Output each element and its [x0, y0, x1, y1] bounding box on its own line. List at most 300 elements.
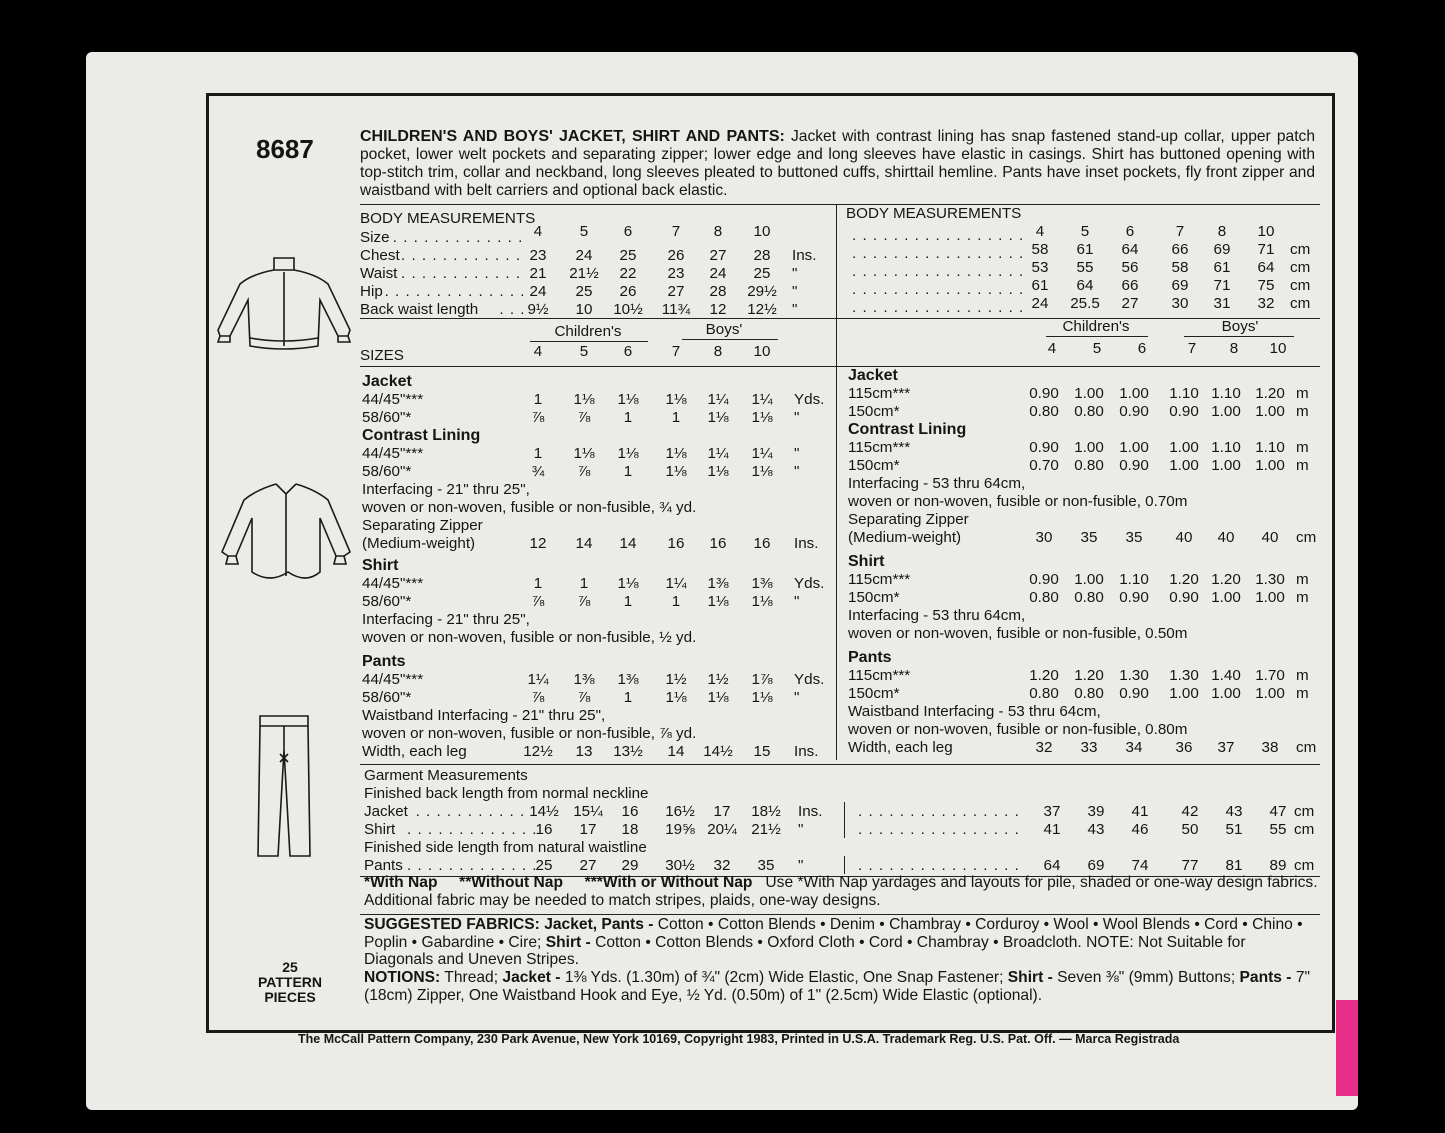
yardage-value: 1¼ [707, 445, 729, 462]
yardage-value: 1.30 [1119, 667, 1149, 684]
yardage-value: 1.10 [1211, 385, 1241, 402]
body-cm-value: 64 [1257, 259, 1275, 276]
body-value: 25 [619, 247, 637, 264]
body-cm-dots: . . . . . . . . . . . . . . . . . [852, 245, 1025, 262]
pattern-number: 8687 [256, 134, 314, 164]
garment-value: 17 [713, 803, 731, 820]
children-group-label: Children's [554, 323, 622, 340]
yardage-value: 1⅛ [665, 445, 687, 462]
body-value: 11¾ [661, 301, 691, 318]
nap-with: *With Nap [364, 874, 438, 891]
notions-jacket-label: Jacket - [502, 969, 561, 986]
shirt-sketch [216, 476, 356, 584]
yardage-value: 1⅛ [707, 463, 729, 480]
garment-cm-value: 50 [1181, 821, 1199, 838]
garment-dots: . . . . . . . . . . . . . [407, 857, 538, 874]
garment-cm-value: 42 [1181, 803, 1199, 820]
garment-dots: . . . . . . . . . . . [415, 803, 526, 820]
yardage-label: 115cm*** [848, 571, 911, 588]
body-cm-value: 58 [1031, 241, 1049, 258]
yardage-value: 1.40 [1211, 667, 1241, 684]
yardage-value: 1.00 [1211, 403, 1241, 420]
yardage-value: ⅞ [577, 409, 591, 426]
notions-pants-text: 7" (18cm) Zipper, One Waistband Hook and Eye, ½ Yd. (0.50m) of 1" (2.5cm) Wide Elastic (optional). [364, 969, 1311, 1004]
yardage-value: 12 [529, 535, 547, 552]
garment-cm-value: 89 [1269, 857, 1287, 874]
fabrics-text: Cotton • Cotton Blends • Denim • Chambray • Corduroy • Wool • Wool Blends • Cord • Chino • Poplin • Gabardine • Cire; [364, 916, 1303, 951]
garment-cm-value: 43 [1225, 803, 1243, 820]
yardage-value: 1 [623, 689, 633, 706]
body-value: 24 [529, 283, 547, 300]
body-cm-value: 61 [1076, 241, 1094, 258]
yardage-unit: m [1296, 589, 1309, 606]
garment-label: Pants [364, 857, 403, 874]
yardage-unit: " [794, 445, 800, 462]
yardage-value: 1.00 [1211, 685, 1241, 702]
yardage-value: 36 [1175, 739, 1193, 756]
yardage-value: 0.90 [1029, 571, 1059, 588]
size-header: 5 [579, 343, 589, 360]
body-value: 26 [619, 283, 637, 300]
yardage-value: 14 [619, 535, 637, 552]
body-value: 22 [619, 265, 637, 282]
body-value: 25 [575, 283, 593, 300]
garment-cm-dots: . . . . . . . . . . . . . . . . [858, 803, 1020, 820]
yardage-value: 0.90 [1029, 385, 1059, 402]
body-cm-dots: . . . . . . . . . . . . . . . . . [852, 299, 1025, 316]
yardage-value: 14 [667, 743, 685, 760]
column-divider [836, 204, 837, 760]
body-cm-value: 53 [1031, 259, 1049, 276]
yardage-unit: " [794, 689, 800, 706]
yardage-value: 40 [1175, 529, 1193, 546]
yardage-value: 1⅜ [751, 575, 773, 592]
garment-value: 18½ [751, 803, 781, 820]
yardage-unit: Yds. [794, 391, 825, 408]
yardage-label: 150cm* [848, 403, 900, 420]
yardage-value: 1.00 [1169, 457, 1199, 474]
yardage-value: 1.20 [1211, 571, 1241, 588]
nap-either: ***With or Without Nap [584, 874, 753, 891]
yardage-value: 0.80 [1029, 685, 1059, 702]
body-cm-dots: . . . . . . . . . . . . . . . . . [852, 227, 1025, 244]
garment-unit: " [798, 857, 804, 874]
yardage-value: 38 [1261, 739, 1279, 756]
yardage-label: 115cm*** [848, 385, 911, 402]
yardage-value: 1 [671, 593, 681, 610]
garment-cm-value: 41 [1131, 803, 1149, 820]
body-row-dots: . . . . . . . . . . . . [401, 265, 522, 282]
yardage-unit: m [1296, 385, 1309, 402]
yardage-value: 33 [1080, 739, 1098, 756]
garment-value: 21½ [751, 821, 781, 838]
body-value: 12 [709, 301, 727, 318]
yardage-value: 1 [533, 445, 543, 462]
body-cm-value: 71 [1257, 241, 1275, 258]
yardage-value: 1.00 [1255, 457, 1285, 474]
section-heading: Jacket [848, 367, 898, 384]
garment-cm-dots: . . . . . . . . . . . . . . . . [858, 857, 1020, 874]
body-row-label: Back waist length [360, 301, 479, 318]
body-unit: " [792, 265, 798, 282]
yardage-unit: m [1296, 457, 1309, 474]
yardage-label: 44/45"*** [362, 671, 424, 688]
yardage-value: 16 [709, 535, 727, 552]
yardage-label: 150cm* [848, 589, 900, 606]
body-value: 24 [709, 265, 727, 282]
body-cm-value: 10 [1257, 223, 1275, 240]
size-header-cm: 8 [1229, 340, 1239, 357]
yardage-note: Interfacing - 53 thru 64cm, [848, 475, 1026, 492]
body-unit: Ins. [792, 247, 817, 264]
garment-value: 16 [621, 803, 639, 820]
garment-value: 35 [757, 857, 775, 874]
section-heading: Pants [362, 653, 406, 670]
rule-fabrics [360, 914, 1320, 915]
yardage-unit: cm [1296, 529, 1317, 546]
body-value: 6 [623, 223, 633, 240]
garment-cm-value: 37 [1043, 803, 1061, 820]
body-value: 10 [575, 301, 593, 318]
yardage-label: 115cm*** [848, 439, 911, 456]
yardage-value: 1.00 [1255, 685, 1285, 702]
pieces-label-2: PIECES [264, 989, 316, 1005]
yardage-value: 13½ [613, 743, 643, 760]
yardage-value: ⅞ [577, 689, 591, 706]
yardage-label: 44/45"*** [362, 445, 424, 462]
yardage-note: woven or non-woven, fusible or non-fusible, ⅞ yd. [362, 725, 697, 742]
body-cm-value: 30 [1171, 295, 1189, 312]
body-cm-value: 69 [1171, 277, 1189, 294]
body-value: 24 [575, 247, 593, 264]
body-row-label: Size [360, 229, 390, 246]
size-header: 7 [671, 343, 681, 360]
yardage-note: Separating Zipper [362, 517, 483, 534]
pink-edge-strip [1336, 1000, 1358, 1096]
yardage-label: Width, each leg [848, 739, 953, 756]
yardage-value: 1.00 [1119, 385, 1149, 402]
garment-value: 16½ [665, 803, 695, 820]
yardage-value: 1⅛ [751, 409, 773, 426]
body-value: 23 [529, 247, 547, 264]
yardage-label: 150cm* [848, 685, 900, 702]
garment-cm-value: 43 [1087, 821, 1105, 838]
garment-cm-dots: . . . . . . . . . . . . . . . . [858, 821, 1020, 838]
body-value: 9½ [527, 301, 549, 318]
body-cm-value: 75 [1257, 277, 1275, 294]
yardage-value: 1.00 [1211, 589, 1241, 606]
garment-cm-value: 69 [1087, 857, 1105, 874]
notions-pants-label: Pants - [1239, 969, 1292, 986]
size-header: 4 [533, 343, 543, 360]
garment-cm-unit: cm [1294, 803, 1315, 820]
yardage-value: 0.90 [1169, 589, 1199, 606]
yardage-value: 1½ [707, 671, 729, 688]
yardage-value: 1¼ [665, 575, 687, 592]
yardage-label: Width, each leg [362, 743, 467, 760]
yardage-label: (Medium-weight) [362, 535, 476, 552]
fabrics-label: SUGGESTED FABRICS: Jacket, Pants - [364, 916, 654, 933]
yardage-value: 1⅛ [573, 445, 595, 462]
yardage-unit: Yds. [794, 575, 825, 592]
garment-unit: " [798, 821, 804, 838]
garment-cm-value: 74 [1131, 857, 1149, 874]
yardage-value: ⅞ [531, 409, 545, 426]
group-underline [1046, 336, 1148, 337]
size-header-cm: 10 [1269, 340, 1287, 357]
yardage-unit: Yds. [794, 671, 825, 688]
yardage-value: 0.90 [1119, 589, 1149, 606]
yardage-value: 30 [1035, 529, 1053, 546]
description-title: CHILDREN'S AND BOYS' JACKET, SHIRT AND PANTS: [360, 128, 785, 145]
body-cm-unit: cm [1290, 295, 1311, 312]
section-heading: Contrast Lining [362, 427, 481, 444]
garment-value: 30½ [665, 857, 695, 874]
yardage-label: 115cm*** [848, 667, 911, 684]
body-cm-value: 69 [1213, 241, 1231, 258]
garment-value: 25 [535, 857, 553, 874]
body-row-label: Chest [360, 247, 400, 264]
fabrics-shirt-label: Shirt - [545, 933, 591, 951]
garment-value: 14½ [529, 803, 559, 820]
rule-yardage [360, 366, 1320, 367]
yardage-unit: m [1296, 667, 1309, 684]
yardage-unit: " [794, 463, 800, 480]
body-cm-unit: cm [1290, 241, 1311, 258]
yardage-value: 1⅛ [573, 391, 595, 408]
yardage-value: 1⅛ [665, 689, 687, 706]
garment-cm-value: 77 [1181, 857, 1199, 874]
yardage-unit: " [794, 409, 800, 426]
yardage-value: ¾ [531, 463, 545, 480]
yardage-value: 1⅛ [617, 445, 639, 462]
body-row-label: Hip [360, 283, 383, 300]
body-value: 25 [753, 265, 771, 282]
yardage-value: 1.30 [1255, 571, 1285, 588]
garment-value: 17 [579, 821, 597, 838]
yardage-value: 14½ [703, 743, 733, 760]
garment-value: 29 [621, 857, 639, 874]
children-group-label-cm: Children's [1062, 318, 1130, 335]
yardage-label: 58/60"* [362, 593, 412, 610]
pieces-label-1: PATTERN [257, 974, 323, 990]
yardage-value: 0.90 [1119, 457, 1149, 474]
body-cm-value: 25.5 [1070, 295, 1100, 312]
yardage-value: 1 [623, 409, 633, 426]
yardage-value: 35 [1125, 529, 1143, 546]
notions-label: NOTIONS: [364, 969, 441, 986]
garment-cm-unit: cm [1294, 857, 1315, 874]
yardage-value: 1.00 [1074, 571, 1104, 588]
yardage-value: 0.80 [1074, 457, 1104, 474]
section-heading: Shirt [362, 557, 399, 574]
yardage-value: 12½ [523, 743, 553, 760]
body-cm-value: 61 [1031, 277, 1049, 294]
yardage-unit: cm [1296, 739, 1317, 756]
body-cm-value: 5 [1080, 223, 1090, 240]
garment-unit: Ins. [798, 803, 823, 820]
body-value: 10½ [613, 301, 643, 318]
body-value: 10 [753, 223, 771, 240]
yardage-value: 1.00 [1119, 439, 1149, 456]
yardage-unit: m [1296, 571, 1309, 588]
yardage-unit: m [1296, 685, 1309, 702]
yardage-note: Interfacing - 53 thru 64cm, [848, 607, 1026, 624]
body-value: 29½ [747, 283, 777, 300]
boys-group-label-cm: Boys' [1221, 318, 1259, 335]
yardage-unit: m [1296, 439, 1309, 456]
yardage-value: 1.20 [1029, 667, 1059, 684]
body-value: 5 [579, 223, 589, 240]
yardage-value: 1¼ [707, 391, 729, 408]
garment-cm-value: 51 [1225, 821, 1243, 838]
section-heading: Pants [848, 649, 892, 666]
garment-cm-value: 41 [1043, 821, 1061, 838]
body-cm-value: 8 [1217, 223, 1227, 240]
body-row-label: Waist [360, 265, 398, 282]
yardage-note: Interfacing - 21" thru 25", [362, 481, 530, 498]
size-header-cm: 5 [1092, 340, 1102, 357]
body-value: 26 [667, 247, 685, 264]
body-cm-value: 55 [1076, 259, 1094, 276]
pants-sketch [252, 710, 316, 862]
yardage-value: 0.90 [1169, 403, 1199, 420]
size-header: 10 [753, 343, 771, 360]
body-cm-value: 71 [1213, 277, 1231, 294]
sizes-label: SIZES [360, 347, 404, 364]
body-value: 12½ [747, 301, 777, 318]
body-value: 4 [533, 223, 543, 240]
yardage-label: 44/45"*** [362, 575, 424, 592]
body-cm-value: 31 [1213, 295, 1231, 312]
garment-value: 15¼ [573, 803, 603, 820]
yardage-value: 1⅞ [751, 671, 773, 688]
yardage-value: 1.00 [1074, 385, 1104, 402]
body-value: 21½ [569, 265, 599, 282]
yardage-value: 1⅜ [707, 575, 729, 592]
yardage-value: 13 [575, 743, 593, 760]
pieces-number: 25 [282, 959, 298, 975]
yardage-value: 1.70 [1255, 667, 1285, 684]
yardage-label: 58/60"* [362, 463, 412, 480]
rule-garment [360, 764, 1320, 765]
yardage-value: 0.90 [1119, 685, 1149, 702]
garment-subheading: Finished back length from normal neckline [364, 785, 649, 802]
section-heading: Shirt [848, 553, 885, 570]
garment-cm-value: 64 [1043, 857, 1061, 874]
yardage-value: 1.20 [1255, 385, 1285, 402]
garment-cm-unit: cm [1294, 821, 1315, 838]
garment-value: 27 [579, 857, 597, 874]
yardage-value: 1.00 [1255, 403, 1285, 420]
jacket-sketch [212, 250, 356, 362]
yardage-value: 1½ [665, 671, 687, 688]
body-row-dots: . . . [499, 301, 526, 318]
garment-description [360, 128, 1315, 200]
garment-cm-value: 81 [1225, 857, 1243, 874]
size-header-cm: 6 [1137, 340, 1147, 357]
body-cm-value: 24 [1031, 295, 1049, 312]
body-cm-dots: . . . . . . . . . . . . . . . . . [852, 281, 1025, 298]
yardage-value: 1.10 [1211, 439, 1241, 456]
yardage-value: 1 [671, 409, 681, 426]
body-measurements-heading-in: BODY MEASUREMENTS [360, 210, 536, 227]
body-value: 8 [713, 223, 723, 240]
yardage-value: ⅞ [577, 463, 591, 480]
yardage-note: woven or non-woven, fusible or non-fusible, 0.80m [848, 721, 1188, 738]
yardage-value: 1.20 [1074, 667, 1104, 684]
body-row-dots: . . . . . . . . . . . . . [392, 229, 524, 246]
yardage-value: 1.20 [1169, 571, 1199, 588]
yardage-value: ⅞ [531, 593, 545, 610]
yardage-note: Separating Zipper [848, 511, 969, 528]
yardage-value: 1¼ [751, 445, 773, 462]
pattern-pieces-count [248, 960, 332, 1005]
body-cm-value: 66 [1171, 241, 1189, 258]
yardage-value: 15 [753, 743, 771, 760]
yardage-value: 1.10 [1255, 439, 1285, 456]
body-unit: " [792, 301, 798, 318]
yardage-value: 40 [1261, 529, 1279, 546]
yardage-value: 0.70 [1029, 457, 1059, 474]
yardage-note: woven or non-woven, fusible or non-fusible, ½ yd. [362, 629, 697, 646]
yardage-value: 1⅛ [707, 409, 729, 426]
garment-cm-value: 39 [1087, 803, 1105, 820]
body-value: 21 [529, 265, 547, 282]
body-value: 27 [667, 283, 685, 300]
nap-text: Use *With Nap yardages and layouts for pile, shaded or one-way design fabrics. Additional fabric may be needed to match stripes, plaids, one-way designs. [364, 874, 1318, 909]
yardage-value: 16 [753, 535, 771, 552]
yardage-value: 1⅛ [707, 593, 729, 610]
yardage-value: 1 [533, 575, 543, 592]
body-cm-value: 64 [1121, 241, 1139, 258]
yardage-value: 1⅛ [751, 463, 773, 480]
body-value: 28 [753, 247, 771, 264]
yardage-value: 1⅛ [707, 689, 729, 706]
body-unit: " [792, 283, 798, 300]
yardage-value: 1⅛ [665, 463, 687, 480]
rule-sizes [360, 318, 1320, 319]
notions-thread: Thread; [444, 969, 499, 986]
yardage-value: 0.80 [1074, 685, 1104, 702]
suggested-fabrics [364, 916, 1319, 969]
yardage-value: 0.80 [1074, 589, 1104, 606]
garment-label: Jacket [364, 803, 408, 820]
notions [364, 969, 1319, 1004]
yardage-value: 32 [1035, 739, 1053, 756]
group-underline [1184, 336, 1294, 337]
garment-heading: Garment Measurements [364, 767, 528, 784]
rule-top [360, 204, 1320, 205]
body-cm-value: 56 [1121, 259, 1139, 276]
garment-value: 20¼ [707, 821, 737, 838]
group-underline [530, 341, 648, 342]
yardage-value: 1¼ [751, 391, 773, 408]
publisher-footer: The McCall Pattern Company, 230 Park Avenue, New York 10169, Copyright 1983, Printed in U.S.A. Trademark Reg. U.S. Pat. Off. — Marca Registrada [298, 1032, 1180, 1046]
section-heading: Jacket [362, 373, 412, 390]
yardage-value: 1.00 [1074, 439, 1104, 456]
garment-dots: . . . . . . . . . . . . . [407, 821, 538, 838]
body-cm-value: 27 [1121, 295, 1139, 312]
yardage-note: Waistband Interfacing - 53 thru 64cm, [848, 703, 1101, 720]
description-text: Jacket with contrast lining has snap fastened stand-up collar, upper patch pocket, lower welt pockets and separating zipper; lower edge and long sleeves have elastic in casings. Shirt has buttoned opening with top-stitch trim, collar and neckband, long sleeves pleated to buttoned cuffs, shirttail hemline. Pants have inset pockets, fly front zipper and waistband with belt carriers and optional back elastic. [360, 128, 1316, 199]
body-cm-value: 7 [1175, 223, 1185, 240]
body-cm-value: 61 [1213, 259, 1231, 276]
yardage-value: 0.90 [1119, 403, 1149, 420]
yardage-value: ⅞ [577, 593, 591, 610]
yardage-value: 34 [1125, 739, 1143, 756]
notions-shirt-label: Shirt - [1007, 969, 1053, 986]
